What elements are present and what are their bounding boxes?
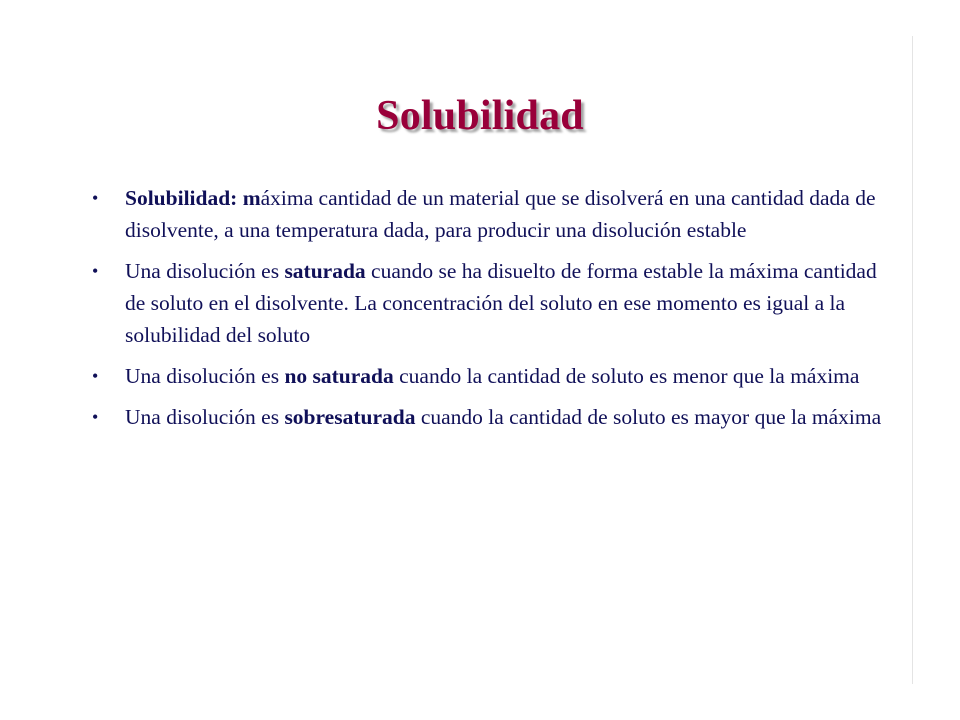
bullet-item xyxy=(92,401,882,433)
bullet-text xyxy=(125,405,881,429)
bullet-item xyxy=(92,182,882,246)
bullet-bold-term: Solubilidad: m xyxy=(125,186,261,210)
slide-title: Solubilidad xyxy=(376,93,584,139)
bullet-icon: • xyxy=(92,188,99,208)
bullet-bold-term: no saturada xyxy=(284,364,394,388)
bullet-icon: • xyxy=(92,407,99,427)
bullet-plain-text: cuando se ha disuelto de forma estable la máxima cantidad de soluto en el disolvente. La concentración del soluto en ese momento es igual a la solubilidad del soluto xyxy=(125,259,877,347)
bullet-bold-term: sobresaturada xyxy=(284,405,416,429)
bullet-plain-text: áxima cantidad de un material que se disolverá en una cantidad dada de disolvente, a una temperatura dada, para producir una disolución estable xyxy=(125,186,876,242)
bullet-item xyxy=(92,255,882,351)
bullet-icon: • xyxy=(92,261,99,281)
bullet-text xyxy=(125,259,877,347)
bullet-icon: • xyxy=(92,366,99,386)
bullet-text xyxy=(125,364,859,388)
bullet-text xyxy=(125,186,876,242)
bullet-item xyxy=(92,360,882,392)
bullet-plain-text: Una disolución es xyxy=(125,405,285,429)
bullet-plain-text: Una disolución es xyxy=(125,364,285,388)
bullet-bold-term: saturada xyxy=(284,259,366,283)
bullet-list xyxy=(92,182,882,442)
bullet-plain-text: cuando la cantidad de soluto es menor que la máxima xyxy=(393,364,860,388)
bullet-plain-text: Una disolución es xyxy=(125,259,285,283)
bullet-plain-text: cuando la cantidad de soluto es mayor que la máxima xyxy=(415,405,882,429)
